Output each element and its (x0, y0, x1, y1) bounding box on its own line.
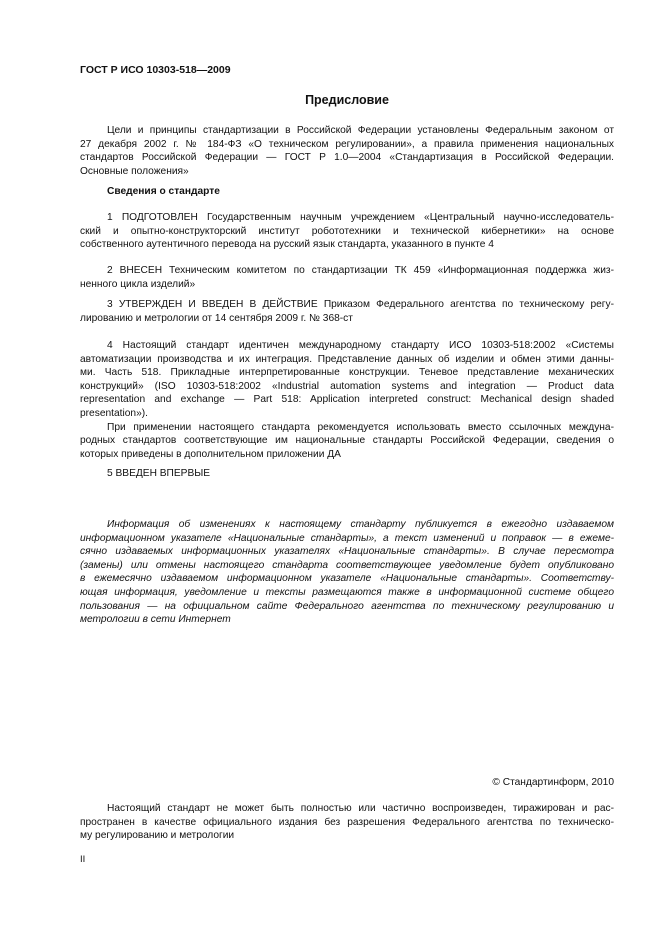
text-line: (замены) или отмены настоящего стандарта соответствующее уведомление будет опубликовано (80, 559, 614, 571)
text-line: ский и опытно-конструкторский институт робототехники и технической кибернетики» на основе (80, 225, 614, 237)
text-line: пользования — на официальном сайте Федерального агентства по техническому регулированию и (80, 600, 614, 612)
text-line: 4 Настоящий стандарт идентичен международному стандарту ИСО 10303-518:2002 «Системы (107, 340, 614, 351)
intro-paragraph (80, 124, 614, 178)
text-line: 27 декабря 2002 г. № 184-ФЗ «О техническом регулировании», а правила применения национальных (80, 138, 614, 150)
text-line: При применении настоящего стандарта рекомендуется использовать вместо ссылочных междуна- (107, 421, 614, 433)
text-line: которых приведены в дополнительном приложении ДА (80, 448, 341, 460)
text-line: собственного аутентичного перевода на русский язык стандарта, указанного в пункте 4 (80, 239, 494, 251)
reproduction-notice (80, 802, 614, 843)
item-3-paragraph (80, 298, 614, 325)
text-line: лированию и метрологии от 14 сентября 2009 г. № 368-ст (80, 312, 353, 324)
item-4-paragraph (80, 339, 614, 461)
text-line: му регулированию и метрологии (80, 830, 235, 842)
text-line: сячно издаваемых информационных указателях «Национальные стандарты». В случае пересмотра (80, 546, 614, 558)
text-line: Основные положения» (80, 165, 189, 177)
text-line: 1 ПОДГОТОВЛЕН Государственным научным учреждением «Центральный научно-исследователь- (107, 212, 614, 223)
text-line: метрологии в сети Интернет (80, 614, 231, 626)
text-line: 3 УТВЕРЖДЕН И ВВЕДЕН В ДЕЙСТВИЕ Приказом Федерального агентства по техническому регу- (107, 299, 614, 310)
section-heading: Сведения о стандарте (107, 186, 220, 197)
text-line: ющая информация, уведомление и тексты размещаются также в информационной системе общего (80, 586, 614, 598)
text-line: presentation»). (80, 407, 148, 419)
text-line: стандартов Российской Федерации — ГОСТ Р 1.0—2004 «Стандартизация в Российской Федерации. (80, 152, 614, 164)
item-1-paragraph (80, 211, 614, 252)
item-5-paragraph: 5 ВВЕДЕН ВПЕРВЫЕ (107, 468, 211, 479)
text-line: Настоящий стандарт не может быть полностью или частично воспроизведен, тиражирован и рас- (107, 803, 614, 814)
information-notice (80, 518, 614, 627)
text-line: 2 ВНЕСЕН Техническим комитетом по стандартизации ТК 459 «Информационная поддержка жиз- (107, 265, 614, 276)
text-line: ми. Часть 518. Прикладные интерпретированные конструкции. Теневое представление механических (80, 367, 614, 379)
text-line: representation and exchange — Part 518: Application interpreted construct: Mechanical design shaded (80, 394, 614, 406)
text-line: в ежемесячно издаваемом информационном указателе «Национальные стандарты». Соответству- (80, 573, 614, 585)
copyright-line: © Стандартинформ, 2010 (492, 777, 614, 788)
text-line: ненного цикла изделий» (80, 278, 196, 290)
text-line: родных стандартов соответствующие им национальные стандарты Российской Федерации, сведения о (80, 435, 614, 447)
text-line: Информация об изменениях к настоящему стандарту публикуется в ежегодно издаваемом (107, 519, 614, 530)
page-number: II (80, 854, 86, 865)
text-line: информационном указателе «Национальные стандарты», а текст изменений и поправок — в ежеме- (80, 532, 614, 544)
text-line: пространен в качестве официального издания без разрешения Федерального агентства по техническо- (80, 816, 614, 828)
text-line: Цели и принципы стандартизации в Российской Федерации установлены Федеральным законом от (107, 125, 614, 136)
text-line: конструкций» (ISO 10303-518:2002 «Industrial automation systems and integration — Product data (80, 380, 614, 392)
page-title: Предисловие (305, 93, 389, 107)
document-code: ГОСТ Р ИСО 10303-518—2009 (80, 64, 231, 76)
item-2-paragraph (80, 264, 614, 291)
text-line: автоматизации производства и их интеграция. Представление данных об изделии и обмен этими данны- (80, 353, 614, 365)
